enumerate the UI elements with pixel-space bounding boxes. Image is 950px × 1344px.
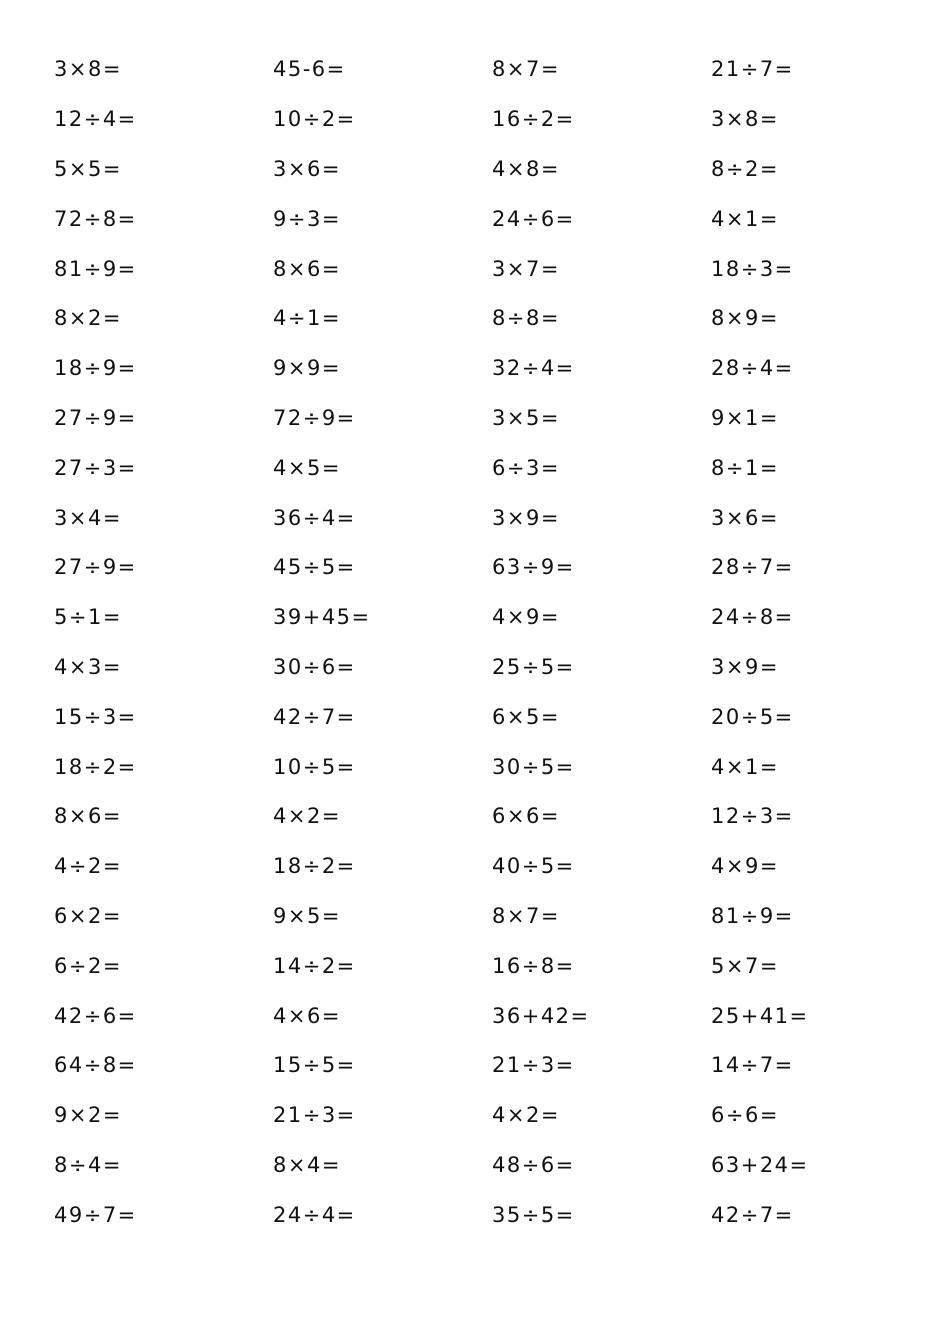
math-problem: 24÷4= — [273, 1202, 356, 1227]
math-problem: 8×9= — [711, 306, 779, 331]
problem-row — [54, 941, 934, 991]
math-problem: 12÷4= — [54, 107, 137, 132]
math-problem: 42÷7= — [273, 704, 356, 729]
math-problem: 30÷5= — [492, 754, 575, 779]
math-problem: 3×6= — [273, 156, 341, 181]
math-problem: 9÷3= — [273, 206, 341, 231]
math-problem: 4×8= — [492, 156, 560, 181]
math-problem: 8÷2= — [711, 156, 779, 181]
math-problem: 81÷9= — [54, 256, 137, 281]
math-problem: 5×7= — [711, 953, 779, 978]
math-problem: 45÷5= — [273, 555, 356, 580]
math-problem: 9×1= — [711, 405, 779, 430]
math-problem: 4×6= — [273, 1003, 341, 1028]
problem-row — [54, 593, 934, 643]
math-problem: 39+45= — [273, 605, 371, 630]
problem-row — [54, 194, 934, 244]
math-problem: 12÷3= — [711, 804, 794, 829]
math-problem: 18÷2= — [273, 854, 356, 879]
math-problem: 6÷6= — [711, 1103, 779, 1128]
math-problem: 35÷5= — [492, 1202, 575, 1227]
math-problem: 27÷9= — [54, 405, 137, 430]
math-problem: 6÷2= — [54, 953, 122, 978]
problem-row — [54, 394, 934, 444]
math-problem: 14÷7= — [711, 1053, 794, 1078]
math-problem: 6×2= — [54, 903, 122, 928]
math-problem: 49÷7= — [54, 1202, 137, 1227]
math-problem: 21÷3= — [492, 1053, 575, 1078]
math-problem: 8×4= — [273, 1152, 341, 1177]
math-problem: 18÷3= — [711, 256, 794, 281]
math-problem: 4×9= — [711, 854, 779, 879]
math-problem: 4×1= — [711, 206, 779, 231]
math-problem: 27÷3= — [54, 455, 137, 480]
math-problem: 63+24= — [711, 1152, 809, 1177]
math-problem: 3×8= — [711, 107, 779, 132]
math-problem: 20÷5= — [711, 704, 794, 729]
math-problem: 24÷8= — [711, 605, 794, 630]
math-problem: 48÷6= — [492, 1152, 575, 1177]
math-problem: 3×7= — [492, 256, 560, 281]
math-problem: 42÷7= — [711, 1202, 794, 1227]
problem-row — [54, 842, 934, 892]
math-problem: 28÷4= — [711, 356, 794, 381]
problem-row — [54, 443, 934, 493]
math-problem: 8÷8= — [492, 306, 560, 331]
math-problem: 18÷2= — [54, 754, 137, 779]
math-problem: 3×5= — [492, 405, 560, 430]
math-problem: 36+42= — [492, 1003, 590, 1028]
problem-row — [54, 1091, 934, 1141]
math-problem: 42÷6= — [54, 1003, 137, 1028]
arithmetic-worksheet — [54, 45, 934, 1240]
math-problem: 64÷8= — [54, 1053, 137, 1078]
math-problem: 15÷5= — [273, 1053, 356, 1078]
math-problem: 4÷2= — [54, 854, 122, 879]
problem-row — [54, 294, 934, 344]
math-problem: 21÷7= — [711, 57, 794, 82]
math-problem: 3×8= — [54, 57, 122, 82]
problem-row — [54, 991, 934, 1041]
problem-row — [54, 692, 934, 742]
math-problem: 10÷5= — [273, 754, 356, 779]
problem-row — [54, 792, 934, 842]
math-problem: 21÷3= — [273, 1103, 356, 1128]
problem-row — [54, 543, 934, 593]
math-problem: 4×5= — [273, 455, 341, 480]
math-problem: 6×5= — [492, 704, 560, 729]
math-problem: 8÷1= — [711, 455, 779, 480]
math-problem: 6×6= — [492, 804, 560, 829]
problem-row — [54, 1141, 934, 1191]
problem-row — [54, 643, 934, 693]
problem-row — [54, 892, 934, 942]
math-problem: 81÷9= — [711, 903, 794, 928]
math-problem: 28÷7= — [711, 555, 794, 580]
math-problem: 72÷9= — [273, 405, 356, 430]
math-problem: 4×9= — [492, 605, 560, 630]
math-problem: 16÷2= — [492, 107, 575, 132]
math-problem: 25+41= — [711, 1003, 809, 1028]
problem-row — [54, 45, 934, 95]
math-problem: 3×6= — [711, 505, 779, 530]
math-problem: 25÷5= — [492, 654, 575, 679]
problem-row — [54, 493, 934, 543]
math-problem: 18÷9= — [54, 356, 137, 381]
math-problem: 30÷6= — [273, 654, 356, 679]
problem-row — [54, 1190, 934, 1240]
math-problem: 63÷9= — [492, 555, 575, 580]
math-problem: 8×2= — [54, 306, 122, 331]
math-problem: 8×6= — [54, 804, 122, 829]
math-problem: 72÷8= — [54, 206, 137, 231]
math-problem: 8×7= — [492, 903, 560, 928]
math-problem: 8×7= — [492, 57, 560, 82]
math-problem: 32÷4= — [492, 356, 575, 381]
math-problem: 6÷3= — [492, 455, 560, 480]
math-problem: 40÷5= — [492, 854, 575, 879]
math-problem: 4×2= — [492, 1103, 560, 1128]
problem-row — [54, 742, 934, 792]
math-problem: 5÷1= — [54, 605, 122, 630]
problem-row — [54, 244, 934, 294]
math-problem: 16÷8= — [492, 953, 575, 978]
math-problem: 9×9= — [273, 356, 341, 381]
problem-row — [54, 344, 934, 394]
math-problem: 9×5= — [273, 903, 341, 928]
math-problem: 4×3= — [54, 654, 122, 679]
math-problem: 24÷6= — [492, 206, 575, 231]
math-problem: 5×5= — [54, 156, 122, 181]
math-problem: 8÷4= — [54, 1152, 122, 1177]
math-problem: 27÷9= — [54, 555, 137, 580]
math-problem: 36÷4= — [273, 505, 356, 530]
math-problem: 3×9= — [492, 505, 560, 530]
math-problem: 8×6= — [273, 256, 341, 281]
math-problem: 4×2= — [273, 804, 341, 829]
math-problem: 4÷1= — [273, 306, 341, 331]
problem-row — [54, 1041, 934, 1091]
problem-row — [54, 145, 934, 195]
math-problem: 9×2= — [54, 1103, 122, 1128]
math-problem: 3×4= — [54, 505, 122, 530]
problem-row — [54, 95, 934, 145]
math-problem: 10÷2= — [273, 107, 356, 132]
math-problem: 4×1= — [711, 754, 779, 779]
math-problem: 14÷2= — [273, 953, 356, 978]
math-problem: 45-6= — [273, 57, 346, 82]
math-problem: 15÷3= — [54, 704, 137, 729]
math-problem: 3×9= — [711, 654, 779, 679]
